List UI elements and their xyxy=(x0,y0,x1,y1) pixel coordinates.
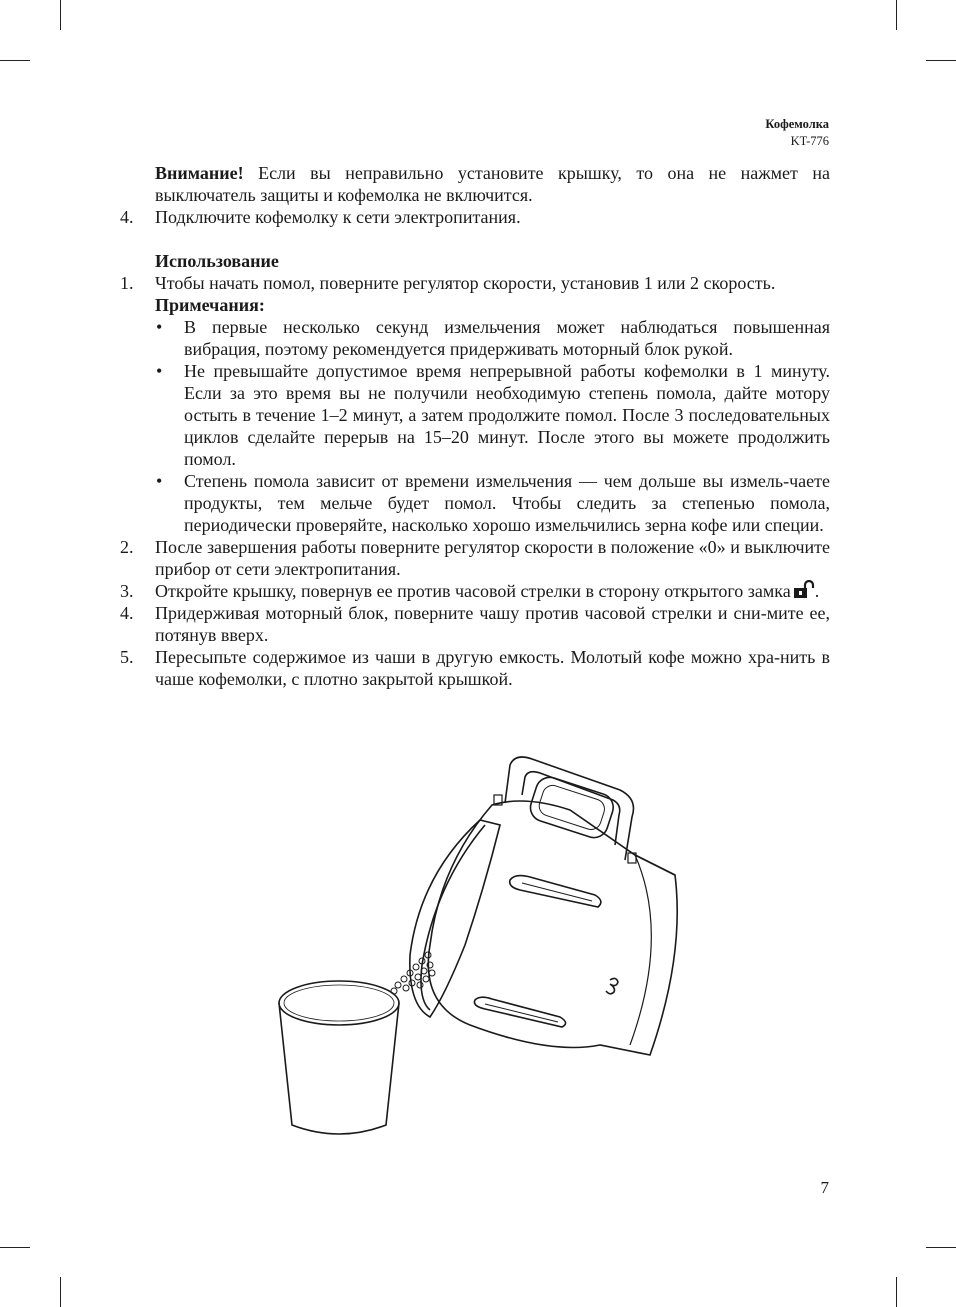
usage-step-3 xyxy=(120,580,830,602)
warning-text: Если вы неправильно установите крышку, то она не нажмет на выключатель защиты и кофемолка не включится. xyxy=(155,163,830,205)
step-text-wrap xyxy=(155,580,830,602)
header-model: KT-776 xyxy=(790,134,829,148)
bullet: • xyxy=(156,317,163,337)
step-number: 1. xyxy=(120,273,134,293)
step-text: Пересыпьте содержимое из чаши в другую емкость. Молотый кофе можно хра-нить в чаше кофемолки, с плотно закрытой крышкой. xyxy=(155,647,830,689)
bullet: • xyxy=(156,361,163,381)
step-number: 3. xyxy=(120,581,134,601)
step-text: Чтобы начать помол, поверните регулятор скорости, установив 1 или 2 скорость. xyxy=(155,273,776,293)
usage-step-2 xyxy=(120,536,830,580)
grinder-bowl-illustration xyxy=(410,757,677,1055)
header-title: Кофемолка xyxy=(765,117,829,131)
cup-illustration xyxy=(279,981,399,1134)
crop-mark xyxy=(896,1277,897,1307)
usage-heading: Использование xyxy=(155,251,279,271)
page-number: 7 xyxy=(820,1178,829,1197)
page-content xyxy=(120,162,830,690)
note-text: В первые несколько секунд измельчения может наблюдаться повышенная вибрация, поэтому рекомендуется придерживать моторный блок рукой. xyxy=(184,317,830,359)
step-text: Откройте крышку, повернув ее против часовой стрелки в сторону открытого замка xyxy=(155,581,791,601)
open-lock-icon xyxy=(793,580,815,599)
section-heading xyxy=(120,250,830,272)
usage-step-5 xyxy=(120,646,830,690)
note-text: Не превышайте допустимое время непрерывной работы кофемолки в 1 минуту. Если за это время вы не получили необходимую степень помола, дайте мотору остыть в течение 1–2 минут, а затем продолжите помол. После 3 последовательных циклов сделайте перерыв на 15–20 минут. После этого вы можете продолжить помол. xyxy=(184,361,830,469)
notes-heading-text: Примечания: xyxy=(155,295,265,315)
step-number: 2. xyxy=(120,537,134,557)
step-number: 4. xyxy=(120,207,134,227)
notes-heading xyxy=(120,294,830,316)
note-text: Степень помола зависит от времени измельчения — чем дольше вы измель-чаете продукты, тем мельче будет помол. Чтобы следить за степенью помола, периодически проверяйте, насколько хорошо измельчились зерна кофе или специи. xyxy=(184,471,830,535)
crop-mark xyxy=(60,1277,61,1307)
crop-mark xyxy=(926,1247,956,1248)
crop-mark xyxy=(926,60,956,61)
note-item xyxy=(120,470,830,536)
step-text-suffix: . xyxy=(814,581,820,601)
step-text: Придерживая моторный блок, поверните чашу против часовой стрелки и сни-мите ее, потянув вверх. xyxy=(155,603,830,645)
step-text: После завершения работы поверните регулятор скорости в положение «0» и выключите прибор от сети электропитания. xyxy=(155,537,830,579)
warning-paragraph xyxy=(120,162,830,206)
bullet: • xyxy=(156,471,163,491)
usage-step-4 xyxy=(120,602,830,646)
crop-mark xyxy=(60,0,61,30)
step-number: 5. xyxy=(120,647,134,667)
warning-label: Внимание! xyxy=(155,163,244,183)
setup-step-4 xyxy=(120,206,830,228)
crop-mark xyxy=(0,60,30,61)
note-item xyxy=(120,360,830,470)
usage-step-1 xyxy=(120,272,830,294)
crop-mark xyxy=(896,0,897,30)
crop-mark xyxy=(0,1247,30,1248)
running-header xyxy=(765,116,829,150)
pouring-illustration xyxy=(270,755,690,1145)
note-item xyxy=(120,316,830,360)
step-number: 4. xyxy=(120,603,134,623)
step-text: Подключите кофемолку к сети электропитания. xyxy=(155,207,521,227)
